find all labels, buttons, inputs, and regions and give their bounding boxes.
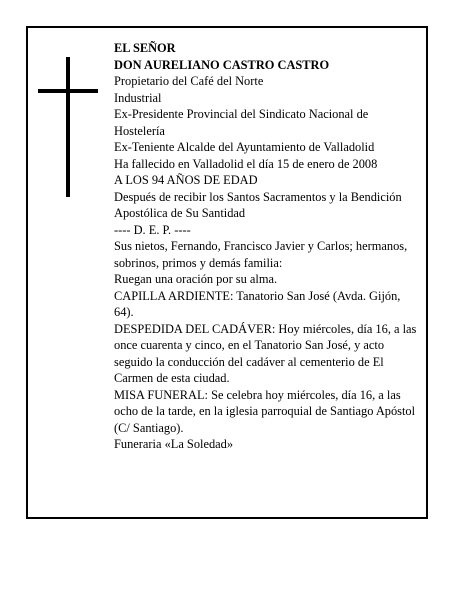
obituary-notice (26, 26, 428, 519)
latin-cross-icon (38, 57, 98, 197)
notice-line-funeraria: Funeraria «La Soledad» (114, 437, 234, 451)
notice-line-death-date: Ha fallecido en Valladolid el día 15 de enero de 2008 (114, 156, 378, 171)
cross-horizontal-bar (38, 89, 98, 93)
notice-line-profession: Industrial (114, 90, 162, 105)
notice-title-line1: EL SEÑOR (114, 41, 176, 55)
notice-line-exteniente: Ex-Teniente Alcalde del Ayuntamiento de Valladolid (114, 140, 375, 154)
notice-line-misa: MISA FUNERAL: Se celebra hoy miércoles, día 16, a las ocho de la tarde, en la iglesia parroquial de Santiago Apóstol (C/ Santiago). (114, 387, 416, 435)
notice-line-family: Sus nietos, Fernando, Francisco Javier y Carlos; hermanos, sobrinos, primos y demás familia: (114, 239, 408, 270)
notice-line-sacraments: Después de recibir los Santos Sacramentos y la Bendición Apostólica de Su Santidad (114, 189, 402, 220)
notice-line-dep: ---- D. E. P. ---- (114, 222, 191, 237)
notice-line-despedida: DESPEDIDA DEL CADÁVER: Hoy miércoles, día 16, a las once cuarenta y cinco, en el Tanatorio San José, y acto seguido la conducción del cadáver al cementerio de El Carmen de esta ciudad. (114, 321, 417, 385)
notice-line-expresident: Ex-Presidente Provincial del Sindicato Nacional de Hostelería (114, 107, 369, 138)
cross-vertical-bar (66, 57, 70, 197)
notice-line-age: A LOS 94 AÑOS DE EDAD (114, 173, 258, 187)
notice-text (114, 40, 420, 453)
notice-line-occupation: Propietario del Café del Norte (114, 74, 264, 88)
notice-line-prayer: Ruegan una oración por su alma. (114, 272, 278, 286)
notice-line-capilla: CAPILLA ARDIENTE: Tanatorio San José (Avda. Gijón, 64). (114, 288, 401, 319)
deceased-name: DON AURELIANO CASTRO CASTRO (114, 57, 330, 72)
